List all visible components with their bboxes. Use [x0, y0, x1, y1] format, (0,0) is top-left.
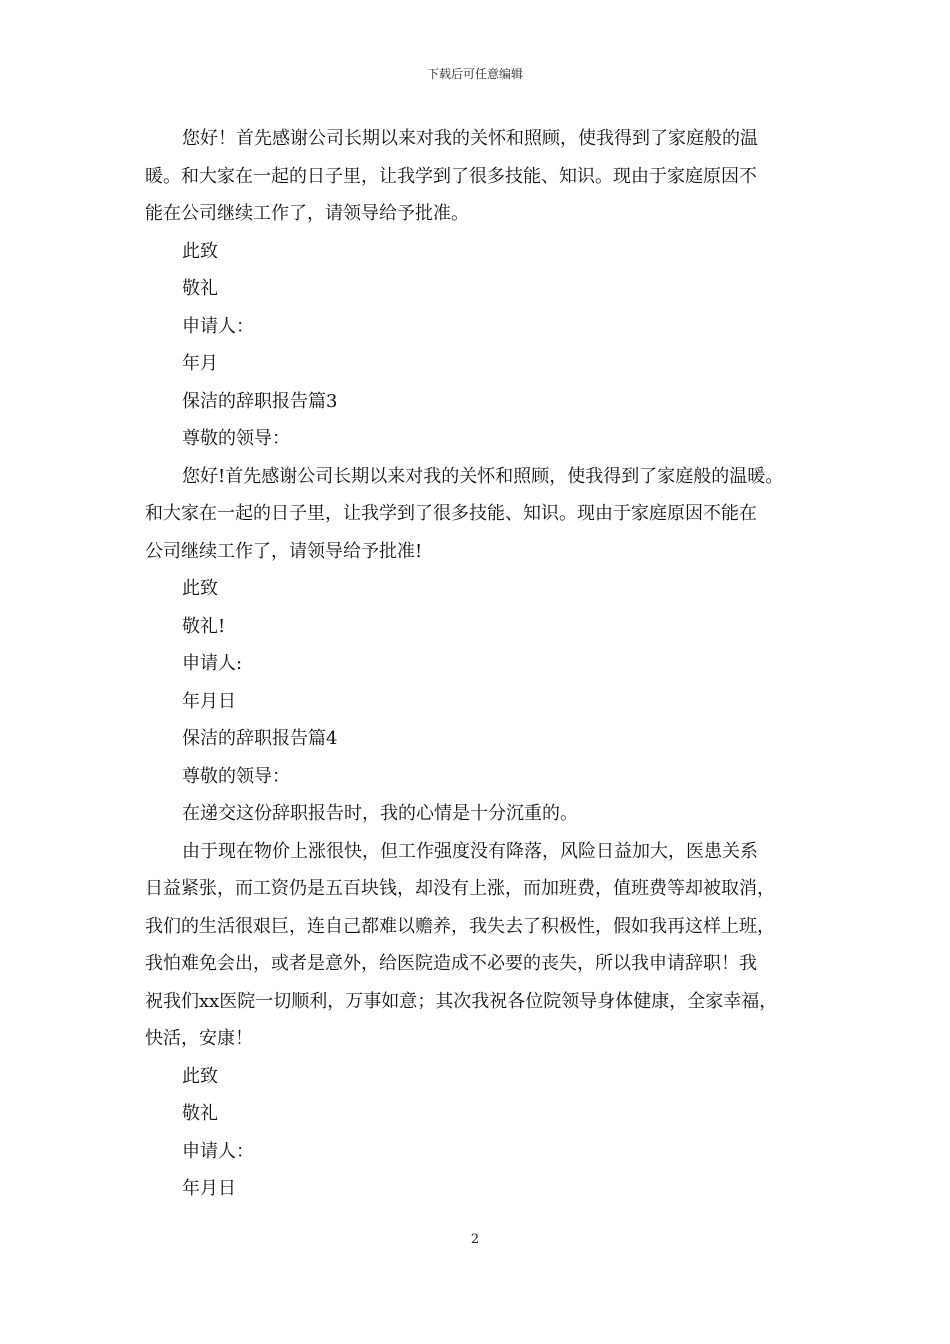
paragraph-line: 日益紧张，而工资仍是五百块钱，却没有上涨，而加班费，值班费等却被取消，: [145, 878, 775, 899]
section-title: 保洁的辞职报告篇4: [182, 728, 338, 749]
paragraph-line: 我们的生活很艰巨，连自己都难以赡养，我失去了积极性，假如我再这样上班，: [145, 915, 775, 937]
closing-line: 敬礼: [182, 1103, 218, 1124]
paragraph-line: 和大家在一起的日子里，让我学到了很多技能、知识。现由于家庭原因不能在: [145, 503, 757, 524]
applicant-line: 申请人:: [182, 653, 243, 674]
paragraph-line: 我怕难免会出，或者是意外，给医院造成不必要的丧失，所以我申请辞职！我: [145, 953, 757, 974]
closing-line: 此致: [182, 578, 218, 599]
date-line: 年月日: [182, 1178, 236, 1199]
closing-line: 敬礼: [182, 278, 218, 299]
document-body: [145, 120, 813, 1208]
salutation-line: 尊敬的领导：: [182, 428, 290, 449]
closing-line: 此致: [182, 1065, 218, 1087]
page-number: 2: [470, 1232, 480, 1247]
applicant-line: 申请人：: [182, 1140, 254, 1162]
paragraph-line: 在递交这份辞职报告时，我的心情是十分沉重的。: [182, 803, 578, 824]
paragraph-line: 快活，安康！: [145, 1028, 253, 1049]
page-header-note: 下载后可任意编辑: [426, 67, 523, 81]
closing-line: 敬礼!: [182, 615, 226, 637]
paragraph-line: 祝我们xx医院一切顺利，万事如意；其次我祝各位院领导身体健康，全家幸福，: [145, 990, 778, 1012]
date-line: 年月日: [182, 690, 236, 712]
applicant-line: 申请人：: [182, 315, 254, 337]
date-line: 年月: [182, 353, 218, 374]
paragraph-line: 您好！首先感谢公司长期以来对我的关怀和照顾，使我得到了家庭般的温: [182, 128, 758, 149]
closing-line: 此致: [182, 240, 218, 262]
salutation-line: 尊敬的领导：: [182, 765, 290, 787]
paragraph-line: 暖。和大家在一起的日子里，让我学到了很多技能、知识。现由于家庭原因不: [145, 165, 757, 187]
paragraph-line: 公司继续工作了，请领导给予批准!: [145, 540, 423, 562]
paragraph-line: 能在公司继续工作了，请领导给予批准。: [145, 203, 469, 224]
section-title: 保洁的辞职报告篇3: [182, 390, 338, 412]
paragraph-line: 您好!首先感谢公司长期以来对我的关怀和照顾，使我得到了家庭般的温暖。: [182, 465, 784, 487]
paragraph-line: 由于现在物价上涨很快，但工作强度没有降落，风险日益加大，医患关系: [182, 840, 758, 862]
